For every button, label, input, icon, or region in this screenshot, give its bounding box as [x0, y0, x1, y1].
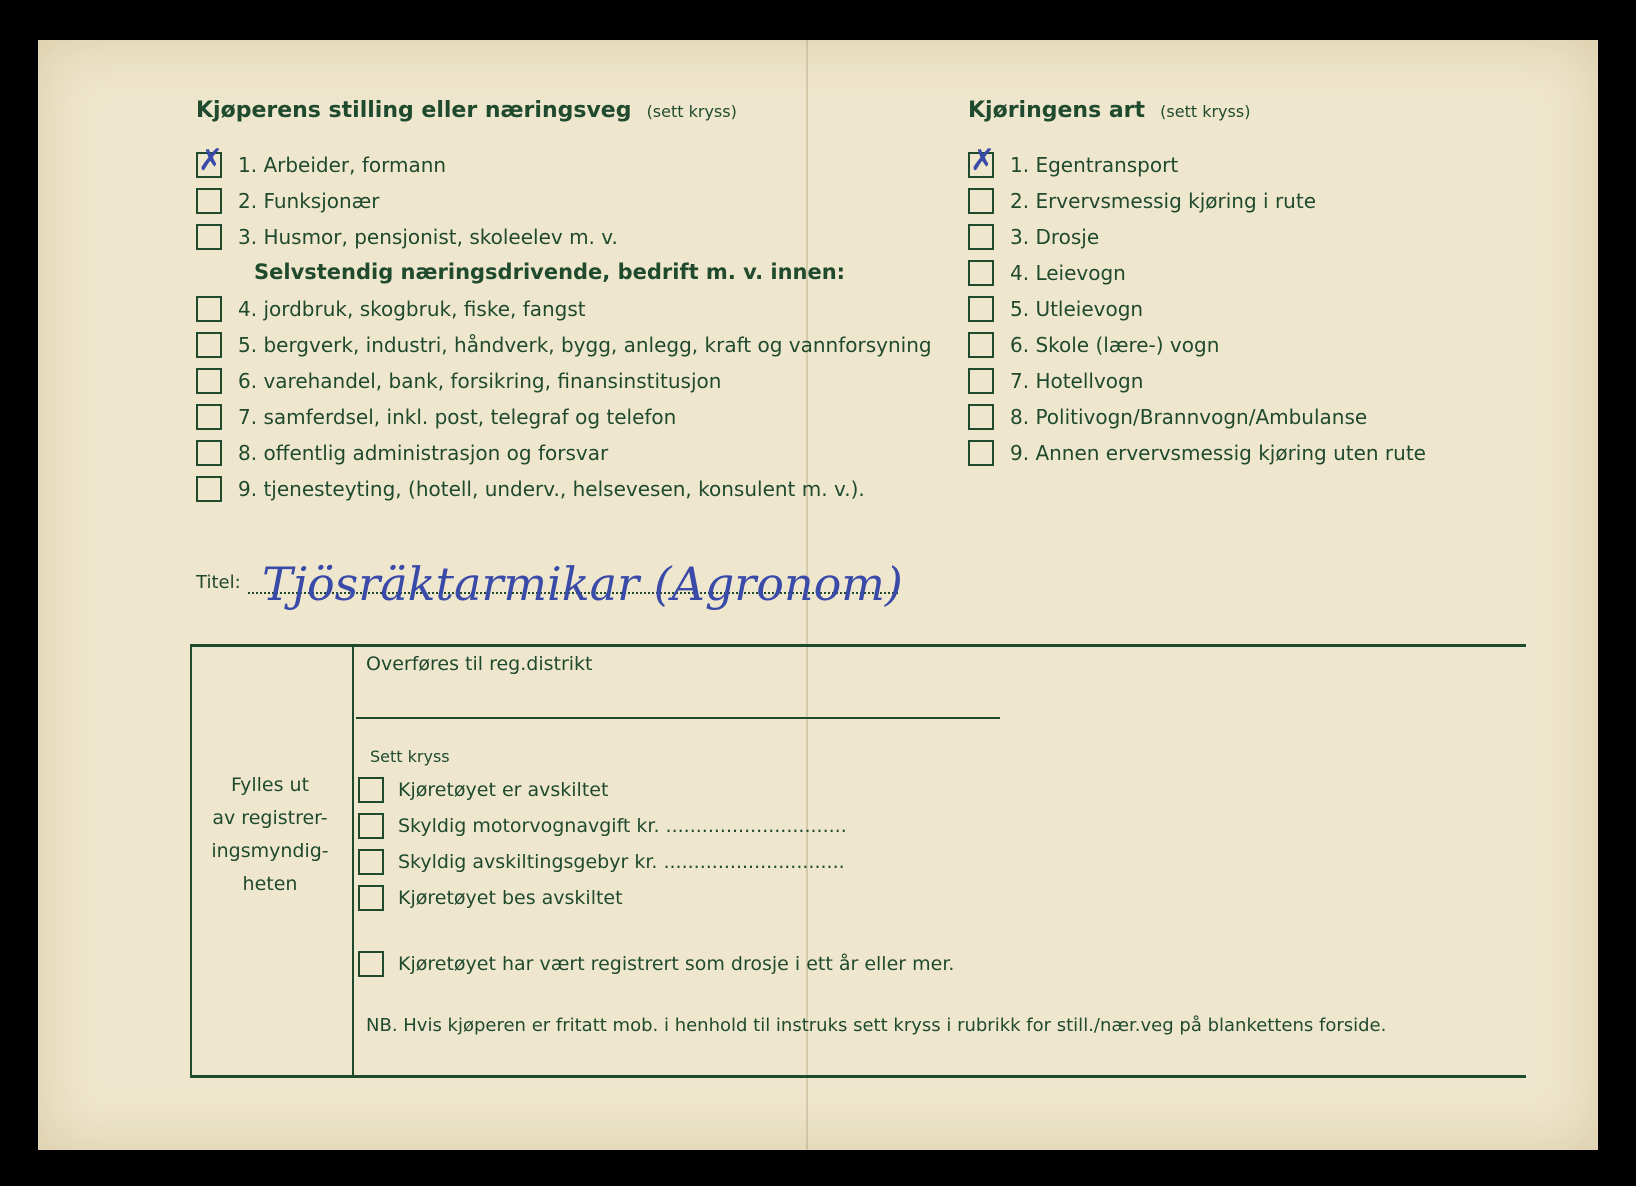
- form-sheet: [38, 40, 1598, 1150]
- option-label: 5. bergverk, industri, håndverk, bygg, anlegg, kraft og vannforsyning: [238, 333, 932, 357]
- checkbox[interactable]: [968, 368, 994, 394]
- option-label: 5. Utleievogn: [1010, 297, 1144, 321]
- fylles-line: Fylles ut: [230, 774, 310, 796]
- option-label: 3. Drosje: [1010, 225, 1100, 249]
- option-label: 1. Egentransport: [1010, 153, 1179, 177]
- checkbox[interactable]: [968, 404, 994, 430]
- handwritten-title: [262, 540, 982, 640]
- right-option-6[interactable]: [968, 332, 1219, 358]
- right-option-5[interactable]: [968, 296, 1143, 322]
- left-title: Kjøperens stilling eller næringsveg: [196, 98, 632, 123]
- option-label: 7. samferdsel, inkl. post, telegraf og telefon: [238, 405, 677, 429]
- cross-mark-icon: ✗: [970, 143, 996, 178]
- right-option-2[interactable]: [968, 188, 1316, 214]
- checkbox[interactable]: [358, 885, 384, 911]
- option-label: Skyldig avskiltingsgebyr kr. ..............................: [398, 851, 845, 873]
- checkbox[interactable]: [196, 188, 222, 214]
- right-section-heading: [968, 98, 1250, 123]
- right-subtitle: (sett kryss): [1160, 102, 1251, 121]
- registry-option-5[interactable]: [358, 951, 954, 977]
- registry-option-3[interactable]: [358, 849, 845, 875]
- checkbox[interactable]: [968, 440, 994, 466]
- cross-mark-icon: ✗: [198, 143, 224, 178]
- option-label: 2. Ervervsmessig kjøring i rute: [1010, 189, 1316, 213]
- option-label: Kjøretøyet bes avskiltet: [398, 887, 623, 909]
- left-option-8[interactable]: [196, 440, 608, 466]
- box-left-border: [190, 647, 192, 1075]
- left-section-heading: [196, 98, 737, 123]
- fylles-line: heten: [242, 873, 298, 895]
- checkbox[interactable]: [358, 813, 384, 839]
- right-option-9[interactable]: [968, 440, 1426, 466]
- option-label: 8. Politivogn/Brannvogn/Ambulanse: [1010, 405, 1368, 429]
- handwritten-title-text: Tjösräktarmikar (Agronom): [262, 557, 903, 611]
- checkbox[interactable]: [196, 296, 222, 322]
- left-option-6[interactable]: [196, 368, 721, 394]
- option-label: Kjøretøyet er avskiltet: [398, 779, 609, 801]
- checkbox[interactable]: [358, 849, 384, 875]
- self-employed-subheading: Selvstendig næringsdrivende, bedrift m. v. innen:: [254, 260, 846, 284]
- checkbox[interactable]: [196, 404, 222, 430]
- overfores-label: Overføres til reg.distrikt: [366, 653, 593, 675]
- left-option-5[interactable]: [196, 332, 932, 358]
- right-title: Kjøringens art: [968, 98, 1146, 123]
- option-label: 4. jordbruk, skogbruk, fiske, fangst: [238, 297, 586, 321]
- option-label: 9. Annen ervervsmessig kjøring uten rute: [1010, 441, 1426, 465]
- option-label: Skyldig motorvognavgift kr. ..............................: [398, 815, 847, 837]
- option-label: 3. Husmor, pensjonist, skoleelev m. v.: [238, 225, 618, 249]
- left-option-1[interactable]: [196, 143, 447, 178]
- option-label: 7. Hotellvogn: [1010, 369, 1144, 393]
- checkbox[interactable]: [196, 476, 222, 502]
- right-option-3[interactable]: [968, 224, 1099, 250]
- option-label: 6. Skole (lære-) vogn: [1010, 333, 1220, 357]
- option-label: Kjøretøyet har vært registrert som drosje i ett år eller mer.: [398, 953, 955, 975]
- registry-option-1[interactable]: [358, 777, 608, 803]
- checkbox[interactable]: [358, 777, 384, 803]
- registry-option-2[interactable]: [358, 813, 847, 839]
- option-label: 1. Arbeider, formann: [238, 153, 447, 177]
- right-option-7[interactable]: [968, 368, 1143, 394]
- checkbox[interactable]: [968, 224, 994, 250]
- option-label: 2. Funksjonær: [238, 189, 380, 213]
- checkbox[interactable]: [968, 143, 996, 178]
- fylles-ut-label: [200, 769, 340, 901]
- left-option-3[interactable]: [196, 224, 618, 250]
- right-option-8[interactable]: [968, 404, 1367, 430]
- left-option-2[interactable]: [196, 188, 380, 214]
- left-option-7[interactable]: [196, 404, 676, 430]
- left-option-9[interactable]: [196, 476, 865, 502]
- checkbox[interactable]: [196, 368, 222, 394]
- left-subtitle: (sett kryss): [646, 102, 737, 121]
- checkbox[interactable]: [968, 296, 994, 322]
- right-option-1[interactable]: [968, 143, 1179, 178]
- checkbox[interactable]: [196, 440, 222, 466]
- right-option-4[interactable]: [968, 260, 1126, 286]
- checkbox[interactable]: [968, 260, 994, 286]
- fylles-line: av registrer-: [212, 807, 328, 829]
- checkbox[interactable]: [968, 332, 994, 358]
- option-label: 4. Leievogn: [1010, 261, 1126, 285]
- checkbox[interactable]: [196, 143, 224, 178]
- option-label: 6. varehandel, bank, forsikring, finansinstitusjon: [238, 369, 722, 393]
- sett-kryss-label: Sett kryss: [370, 747, 450, 766]
- titel-label: Titel:: [196, 572, 241, 593]
- registration-box: [190, 644, 1526, 1078]
- checkbox[interactable]: [968, 188, 994, 214]
- option-label: 9. tjenesteyting, (hotell, underv., helsevesen, konsulent m. v.).: [238, 477, 865, 501]
- registry-option-4[interactable]: [358, 885, 623, 911]
- nb-note: NB. Hvis kjøperen er fritatt mob. i henhold til instruks sett kryss i rubrikk for still./nær.veg på blankettens forside.: [366, 1015, 1387, 1036]
- left-option-4[interactable]: [196, 296, 586, 322]
- checkbox[interactable]: [196, 332, 222, 358]
- box-divider: [352, 647, 354, 1075]
- checkbox[interactable]: [358, 951, 384, 977]
- fylles-line: ingsmyndig-: [211, 840, 329, 862]
- overfores-field[interactable]: [356, 717, 1000, 719]
- checkbox[interactable]: [196, 224, 222, 250]
- option-label: 8. offentlig administrasjon og forsvar: [238, 441, 609, 465]
